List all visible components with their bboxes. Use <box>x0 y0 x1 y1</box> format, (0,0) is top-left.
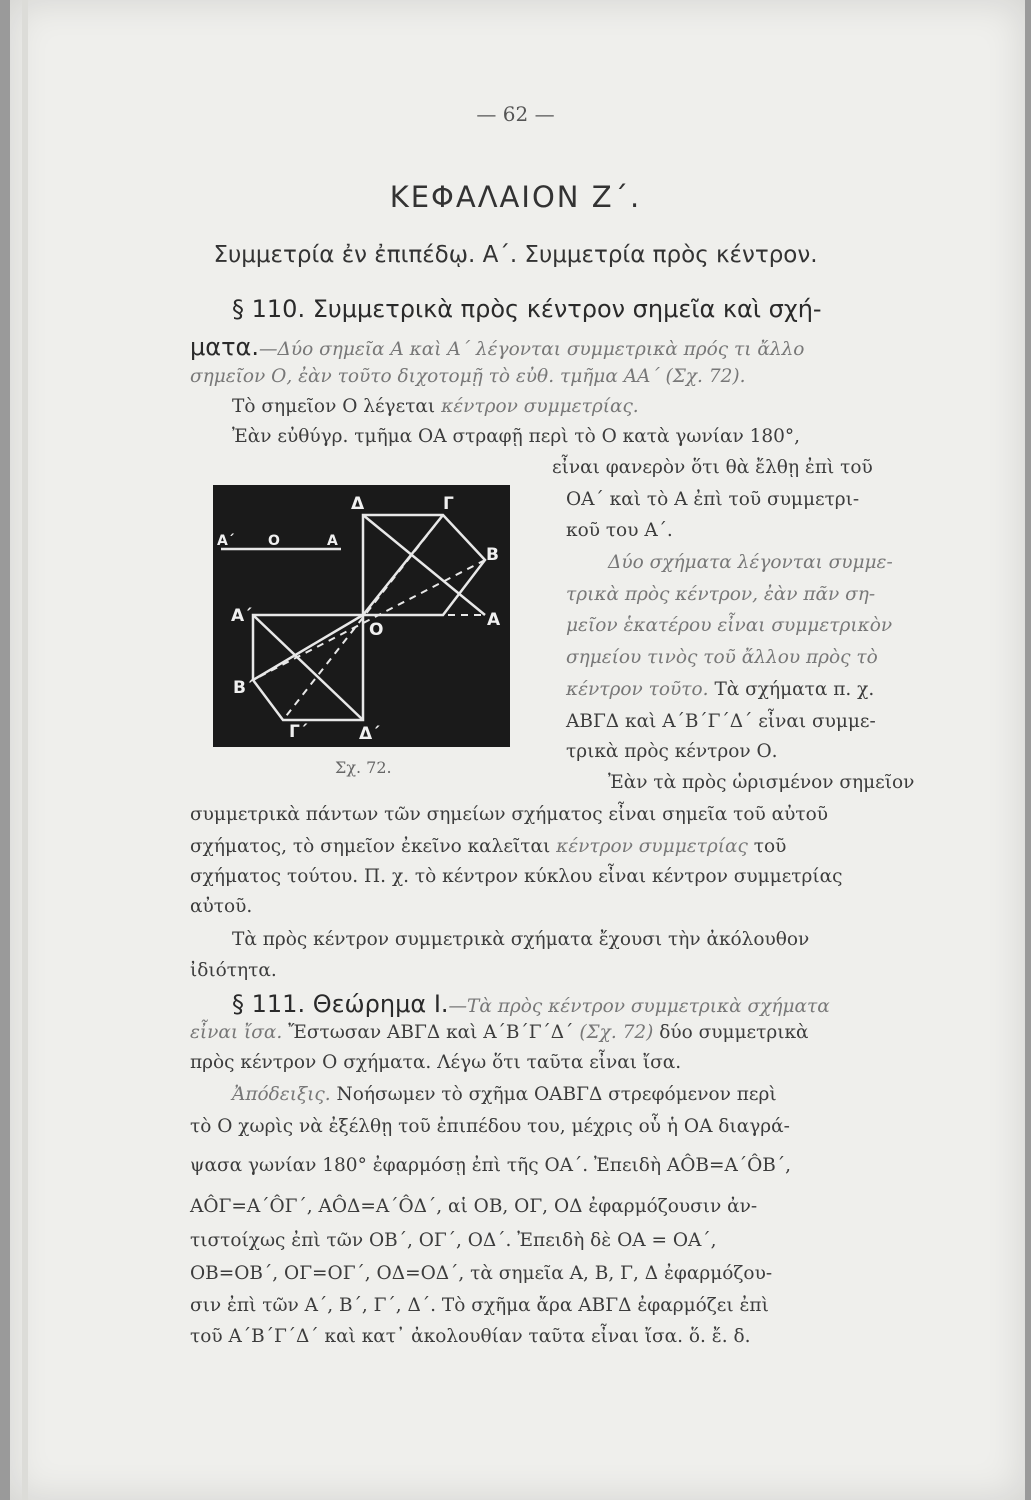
text-run: κέντρον συμμετρίας. <box>441 396 639 417</box>
text-run: Ἔστωσαν ΑΒΓΔ καὶ Α΄Β΄Γ΄Δ΄ <box>282 1022 580 1043</box>
text-run: ματα. <box>190 333 259 361</box>
label-beta-prime: Β΄ <box>233 678 254 698</box>
label-alpha-prime-small: Α΄ <box>217 533 235 549</box>
section-title: Συμμετρία ἐν ἐπιπέδῳ. Α΄. Συμμετρία πρὸς κέντρον. <box>213 242 818 268</box>
label-delta-prime: Δ΄ <box>359 724 380 744</box>
text-run: Νοήσωμεν τὸ σχῆμα ΟΑΒΓΔ στρεφόμενον περὶ <box>330 1084 777 1105</box>
text-line: ΑÔΓ=Α΄ÔΓ΄, ΑÔΔ=Α΄ÔΔ΄, αἱ ΟΒ, ΟΓ, ΟΔ ἐφαρμόζουσιν ἀν- <box>190 1196 758 1217</box>
paragraph-110-heading: § 110. Συμμετρικὰ πρὸς κέντρον σημεῖα καὶ σχή- <box>232 295 822 323</box>
text-run: κέντρον τοῦτο. <box>566 679 709 700</box>
text-line: ψασα γωνίαν 180° ἐφαρμόσῃ ἐπὶ τῆς ΟΑ΄. Ἐπειδὴ ΑÔΒ=Α΄ÔΒ΄, <box>190 1155 792 1176</box>
text-line: σχήματος τούτου. Π. χ. τὸ κέντρον κύκλου εἶναι κέντρον συμμετρίας <box>190 866 843 887</box>
text-line: ΟΑ΄ καὶ τὸ Α ἐπὶ τοῦ συμμετρι- <box>566 489 860 510</box>
label-alpha-prime: Α΄ <box>231 606 252 626</box>
text-line: αὐτοῦ. <box>190 896 253 917</box>
chapter-title: ΚΕΦΑΛΑΙΟΝ Ζ΄. <box>389 180 642 214</box>
symmetry-diagram <box>213 485 510 747</box>
text-line: τρικὰ πρὸς κέντρον Ο. <box>566 741 778 762</box>
text-line: τοῦ Α΄Β΄Γ΄Δ΄ καὶ κατ᾽ ἀκολουθίαν ταῦτα εἶναι ἴσα. ὅ. ἔ. δ. <box>190 1326 751 1347</box>
paragraph-111-heading <box>232 990 830 1018</box>
text-line <box>232 396 639 417</box>
text-line: συμμετρικὰ πάντων τῶν σημείων σχήματος εἶναι σημεῖα τοῦ αὐτοῦ <box>190 804 828 825</box>
label-gamma: Γ <box>443 494 454 514</box>
text-line <box>190 1022 809 1043</box>
label-a-small: Α <box>327 533 338 549</box>
text-line <box>232 1084 777 1105</box>
text-line: τὸ Ο χωρὶς νὰ ἐξέλθῃ τοῦ ἐπιπέδου του, μέχρις οὗ ἡ ΟΑ διαγρά- <box>190 1116 790 1137</box>
text-run: εἶναι ἴσα. <box>190 1022 283 1043</box>
text-line: τρικὰ πρὸς κέντρον, ἐὰν πᾶν ση- <box>566 584 876 605</box>
text-run: σχήματος, τὸ σημεῖον ἐκεῖνο καλεῖται <box>190 836 557 857</box>
text-line: ΟΒ=ΟΒ΄, ΟΓ=ΟΓ΄, ΟΔ=ΟΔ΄, τὰ σημεῖα Α, Β, Γ, Δ ἐφαρμόζου- <box>190 1263 773 1284</box>
text-run: δύο συμμετρικὰ <box>653 1022 809 1043</box>
figure-72 <box>213 485 510 747</box>
text-line <box>190 333 804 361</box>
text-line: κοῦ του Α΄. <box>566 520 673 541</box>
label-gamma-prime: Γ΄ <box>289 722 308 742</box>
text-line: σημεῖον Ο, ἐὰν τοῦτο διχοτομῇ τὸ εὐθ. τμῆμα ΑΑ΄ (Σχ. 72). <box>190 366 746 387</box>
label-beta: Β <box>486 545 499 565</box>
text-run: § 111. Θεώρημα Ι. <box>232 990 449 1018</box>
text-run: τοῦ <box>747 836 787 857</box>
text-line <box>566 679 874 700</box>
label-o: Ο <box>369 620 384 640</box>
text-line: Τὰ πρὸς κέντρον συμμετρικὰ σχήματα ἔχουσι τὴν ἀκόλουθον <box>232 929 810 950</box>
text-line: σιν ἐπὶ τῶν Α΄, Β΄, Γ΄, Δ΄. Τὸ σχῆμα ἄρα ΑΒΓΔ ἐφαρμόζει ἐπὶ <box>190 1295 769 1316</box>
label-alpha: Α <box>487 610 501 630</box>
page-number: — 62 — <box>476 102 555 126</box>
text-run: Τὰ σχήματα π. χ. <box>708 679 875 700</box>
text-line: Δύο σχήματα λέγονται συμμε- <box>608 552 893 573</box>
text-run: —Δύο σημεῖα Α καὶ Α΄ λέγονται συμμετρικὰ πρός τι ἄλλο <box>259 339 805 360</box>
text-line: μεῖον ἑκατέρου εἶναι συμμετρικὸν <box>566 615 893 636</box>
figure-caption: Σχ. 72. <box>335 758 392 777</box>
text-line: τιστοίχως ἐπὶ τῶν ΟΒ΄, ΟΓ΄, ΟΔ΄. Ἐπειδὴ δὲ ΟΑ = ΟΑ΄, <box>190 1230 717 1251</box>
text-run: —Τὰ πρὸς κέντρον συμμετρικὰ σχήματα <box>448 996 830 1017</box>
text-run: κέντρον συμμετρίας <box>556 836 748 857</box>
diagonal <box>253 615 363 720</box>
text-line: ΑΒΓΔ καὶ Α΄Β΄Γ΄Δ΄ εἶναι συμμε- <box>566 711 876 732</box>
diagonal <box>363 515 485 615</box>
label-o-small: Ο <box>268 533 280 549</box>
text-line: πρὸς κέντρον Ο σχήματα. Λέγω ὅτι ταῦτα εἶναι ἴσα. <box>190 1052 682 1073</box>
text-run: (Σχ. 72) <box>579 1022 654 1043</box>
page-spine-shadow <box>22 0 28 1500</box>
text-run: Ἀπόδειξις. <box>232 1084 331 1105</box>
text-line: ἰδιότητα. <box>190 960 277 981</box>
text-run: Τὸ σημεῖον Ο λέγεται <box>232 396 442 417</box>
text-line: εἶναι φανερὸν ὅτι θὰ ἔλθῃ ἐπὶ τοῦ <box>552 457 873 478</box>
text-line: Ἐὰν εὐθύγρ. τμῆμα ΟΑ στραφῇ περὶ τὸ Ο κατὰ γωνίαν 180°, <box>232 426 801 447</box>
text-line <box>190 836 786 857</box>
label-delta: Δ <box>351 494 365 514</box>
text-line: Ἐὰν τὰ πρὸς ὡρισμένον σημεῖον <box>608 772 915 793</box>
text-line: σημείου τινὸς τοῦ ἄλλου πρὸς τὸ <box>566 647 878 668</box>
diagonal <box>253 615 363 680</box>
